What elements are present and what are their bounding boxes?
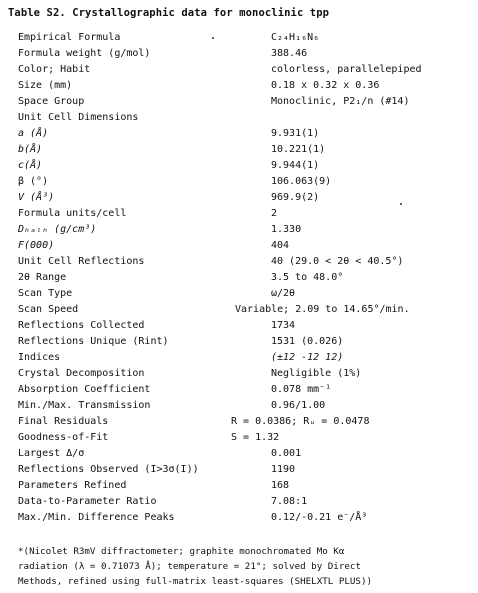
table-row (18, 222, 473, 238)
table-footnote (18, 544, 473, 589)
row-value: 1531 (0.026) (271, 336, 344, 347)
row-label: Formula weight (g/mol) (18, 48, 151, 59)
table-row (18, 430, 473, 446)
table-row (18, 190, 473, 206)
table-row (18, 78, 473, 94)
row-value: colorless, parallelepiped (271, 64, 422, 75)
row-label: Max./Min. Difference Peaks (18, 512, 175, 523)
table-row (18, 62, 473, 78)
row-value: 388.46 (271, 48, 308, 59)
row-value: 10.221(1) (271, 144, 326, 155)
row-label: Unit Cell Reflections (18, 256, 145, 267)
table-row (18, 350, 473, 366)
row-label: Unit Cell Dimensions (18, 112, 139, 123)
table-row (18, 126, 473, 142)
table-row (18, 142, 473, 158)
footnote-line: radiation (λ = 0.71073 Å); temperature = 21°; solved by Direct (18, 561, 361, 572)
table-row (18, 302, 473, 318)
row-value: 0.18 x 0.32 x 0.36 (271, 80, 380, 91)
table-row (18, 286, 473, 302)
row-label: Reflections Collected (18, 320, 145, 331)
row-label: Size (mm) (18, 80, 73, 91)
row-label: 2θ Range (18, 272, 67, 283)
table-row (18, 366, 473, 382)
row-label: Indices (18, 352, 61, 363)
row-value: 9.931(1) (271, 128, 320, 139)
row-value: 168 (271, 480, 290, 491)
scan-speck (212, 37, 214, 39)
row-label: Final Residuals (18, 416, 109, 427)
table-row (18, 238, 473, 254)
table-title: Table S2. Crystallographic data for monoclinic tpp (8, 7, 330, 19)
table-row (18, 270, 473, 286)
row-value: S = 1.32 (231, 432, 280, 443)
row-label: β (°) (18, 176, 49, 187)
row-label: Space Group (18, 96, 85, 107)
row-label: Scan Speed (18, 304, 79, 315)
table-row (18, 158, 473, 174)
table-row (18, 174, 473, 190)
table-row (18, 382, 473, 398)
row-label: Parameters Refined (18, 480, 127, 491)
table-row (18, 510, 473, 526)
row-value: 969.9(2) (271, 192, 320, 203)
row-label: Scan Type (18, 288, 73, 299)
row-label: b(Å) (18, 144, 43, 155)
row-label: a (Å) (18, 128, 49, 139)
table-row (18, 446, 473, 462)
row-value: 3.5 to 48.0° (271, 272, 344, 283)
row-value: 9.944(1) (271, 160, 320, 171)
table-row (18, 414, 473, 430)
row-value: ω/2θ (271, 288, 296, 299)
row-label: Reflections Unique (Rint) (18, 336, 169, 347)
row-label: Largest Δ/σ (18, 448, 85, 459)
table-row (18, 398, 473, 414)
row-label: Empirical Formula (18, 32, 121, 43)
row-value: 2 (271, 208, 278, 219)
row-label: Dₕₐₗₕ (g/cm³) (18, 224, 97, 235)
crystallographic-data-table (18, 30, 473, 526)
row-value: R = 0.0386; Rᵤ = 0.0478 (231, 416, 370, 427)
row-value: Negligible (1%) (271, 368, 362, 379)
row-value: 1190 (271, 464, 296, 475)
row-value: 0.078 mm⁻¹ (271, 384, 332, 395)
row-value: (±12 -12 12) (271, 352, 344, 363)
footnote-line: Methods, refined using full-matrix least-squares (SHELXTL PLUS)) (18, 576, 373, 587)
row-value: Variable; 2.09 to 14.65°/min. (235, 304, 410, 315)
table-row (18, 318, 473, 334)
row-value: 1734 (271, 320, 296, 331)
scan-speck (400, 203, 402, 205)
row-label: Formula units/cell (18, 208, 127, 219)
row-label: c(Å) (18, 160, 43, 171)
table-row (18, 462, 473, 478)
row-label: Data-to-Parameter Ratio (18, 496, 157, 507)
row-label: V (Å³) (18, 192, 55, 203)
row-value: 40 (29.0 < 2θ < 40.5°) (271, 256, 404, 267)
table-row (18, 494, 473, 510)
table-row (18, 94, 473, 110)
row-value: 404 (271, 240, 290, 251)
row-label: Color; Habit (18, 64, 91, 75)
row-value: 7.08:1 (271, 496, 308, 507)
row-value: 1.330 (271, 224, 302, 235)
table-row (18, 478, 473, 494)
row-label: Reflections Observed (I>3σ(I)) (18, 464, 199, 475)
table-row (18, 206, 473, 222)
row-value: 0.96/1.00 (271, 400, 326, 411)
row-value: 106.063(9) (271, 176, 332, 187)
table-row (18, 30, 473, 46)
row-value: Monoclinic, P2₁/n (#14) (271, 96, 410, 107)
row-label: Min./Max. Transmission (18, 400, 151, 411)
table-row (18, 254, 473, 270)
table-row (18, 46, 473, 62)
row-value: C₂₄H₁₆N₆ (271, 32, 320, 43)
row-value: 0.12/-0.21 e⁻/Å³ (271, 512, 368, 523)
row-label: Crystal Decomposition (18, 368, 145, 379)
table-row (18, 110, 473, 126)
row-label: Goodness-of-Fit (18, 432, 109, 443)
row-label: F(000) (18, 240, 55, 251)
footnote-line: *(Nicolet R3mV diffractometer; graphite monochromated Mo Kα (18, 546, 345, 557)
row-value: 0.001 (271, 448, 302, 459)
table-row (18, 334, 473, 350)
row-label: Absorption Coefficient (18, 384, 151, 395)
